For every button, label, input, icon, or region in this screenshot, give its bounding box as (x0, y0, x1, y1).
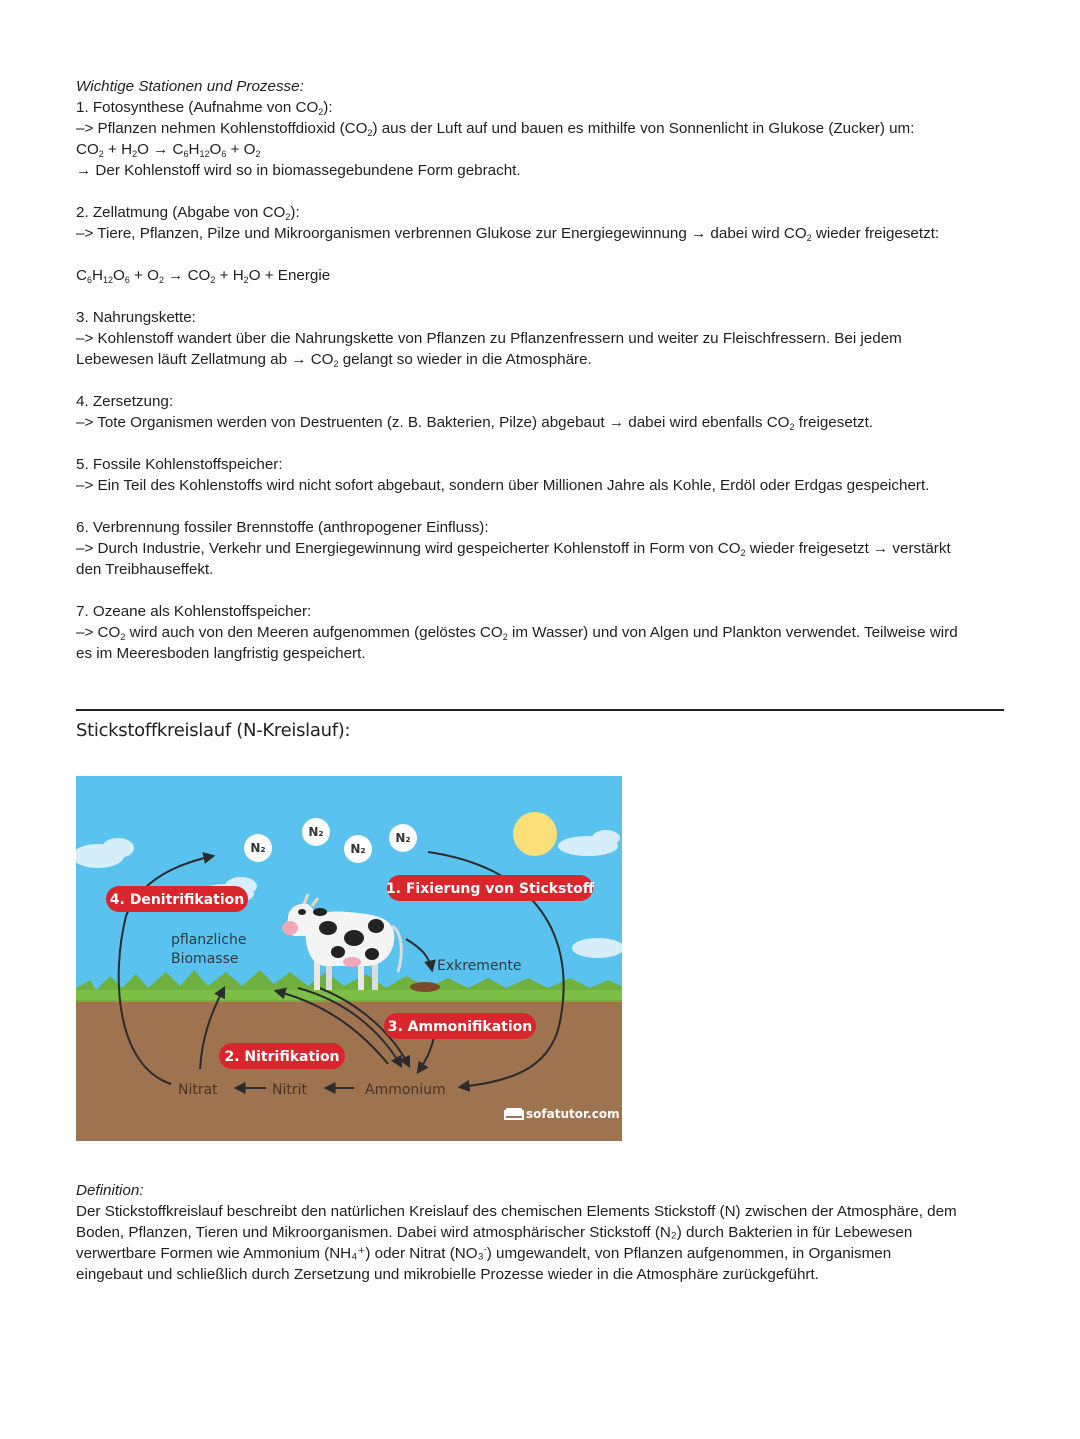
photosynthesis-equation: $CO_2 + H_2O \to C_6H_{12}O_6 + O_2$ (76, 141, 261, 159)
label-nitrate: Nitrat (178, 1082, 218, 1098)
section-divider (76, 709, 1004, 711)
section-4-title: 4. Zersetzung: (76, 393, 174, 410)
label-ammonium: Ammonium (365, 1082, 446, 1098)
n2-label-4: N₂ (395, 831, 411, 845)
definition-line-4: eingebaut und schließlich durch Zersetzung und mikrobielle Prozesse wieder in die Atmosphäre zurückgeführt. (76, 1266, 819, 1283)
nitrogen-cycle-diagram (76, 776, 622, 1141)
section-6-text-2: den Treibhauseffekt. (76, 561, 214, 578)
definition-line-3: verwertbare Formen wie Ammonium (NH₄⁺) oder Nitrat (NO₃-) umgewandelt, von Pflanzen aufgenommen, in Organismen (76, 1243, 892, 1262)
respiration-equation: $C_6H_{12}O_6 + O_2 \to CO_2 + H_2O$ + Energie (76, 267, 331, 285)
excrement-pile (410, 982, 440, 992)
diagram-svg (76, 776, 622, 1141)
definition-block (76, 1180, 1006, 1285)
section-3-text-2: Lebewesen läuft Zellatmung ab → $CO_2$ gelangt so wieder in die Atmosphäre. (76, 351, 592, 369)
label-biomass-1: pflanzliche (171, 932, 247, 948)
sofa-icon (504, 1108, 524, 1120)
label-excrement: Exkremente (437, 958, 522, 974)
section-2-text: –> Tiere, Pflanzen, Pilze und Mikroorganismen verbrennen Glukose zur Energiegewinnung → dabei wird $CO_2$ wieder freigesetzt: (76, 225, 940, 243)
section-6-text-1: –> Durch Industrie, Verkehr und Energiegewinnung wird gespeicherter Kohlenstoff in Form von $CO_2$ wieder freigesetzt → verstärkt (76, 540, 951, 558)
logo-text: sofatutor.com (526, 1107, 620, 1121)
section-7-title: 7. Ozeane als Kohlenstoffspeicher: (76, 603, 312, 620)
section-2-title: 2. Zellatmung (Abgabe von $CO_2$): (76, 204, 300, 222)
section-5-title: 5. Fossile Kohlenstoffspeicher: (76, 456, 283, 473)
label-biomass-2: Biomasse (171, 951, 239, 967)
label-nitrite: Nitrit (272, 1082, 307, 1098)
section-1-title: 1. Fotosynthese (Aufnahme von $CO_2$): (76, 99, 333, 117)
n2-label-3: N₂ (350, 842, 366, 856)
label-nitrifikation: 2. Nitrifikation (224, 1049, 340, 1065)
section-3-text-1: –> Kohlenstoff wandert über die Nahrungskette von Pflanzen zu Pflanzenfressern und weiter zu Fleischfressern. Bei jedem (76, 330, 902, 347)
section-1-result: → Der Kohlenstoff wird so in biomassegebundene Form gebracht. (76, 162, 521, 179)
label-denitrifikation: 4. Denitrifikation (109, 892, 245, 908)
section-7-text-1: –> $CO_2$ wird auch von den Meeren aufgenommen (gelöstes $CO_2$ im Wasser) und von Algen und Plankton verwendet. Teilweise wird (76, 624, 958, 642)
section-1-text: –> Pflanzen nehmen Kohlenstoffdioxid $(CO_2)$ aus der Luft auf und bauen es mithilfe von Sonnenlicht in Glukose (Zucker) um: (76, 120, 915, 138)
section-6-title: 6. Verbrennung fossiler Brennstoffe (anthropogener Einfluss): (76, 519, 489, 536)
n2-label-1: N₂ (250, 841, 266, 855)
section-5-text: –> Ein Teil des Kohlenstoffs wird nicht sofort abgebaut, sondern über Millionen Jahre als Kohle, Erdöl oder Erdgas gespeichert. (76, 477, 930, 494)
label-fixierung: 1. Fixierung von Stickstoff (385, 881, 595, 897)
definition-label: Definition: (76, 1182, 144, 1199)
sofatutor-logo (504, 1107, 620, 1121)
intro-heading: Wichtige Stationen und Prozesse: (76, 78, 304, 95)
carbon-cycle-notes (76, 76, 1006, 664)
section-3-title: 3. Nahrungskette: (76, 309, 196, 326)
definition-line-1: Der Stickstoffkreislauf beschreibt den natürlichen Kreislauf des chemischen Elements Stickstoff (N) zwischen der Atmosphäre, dem (76, 1203, 957, 1220)
sun (513, 812, 557, 856)
section-4-text: –> Tote Organismen werden von Destruenten (z. B. Bakterien, Pilze) abgebaut → dabei wird ebenfalls $CO_2$ freigesetzt. (76, 414, 874, 432)
definition-line-2: Boden, Pflanzen, Tieren und Mikroorganismen. Dabei wird atmosphärischer Stickstoff (N₂) durch Bakterien in für Lebewesen (76, 1224, 913, 1241)
nitrogen-cycle-heading: Stickstoffkreislauf (N-Kreislauf): (76, 720, 351, 741)
label-ammonifikation: 3. Ammonifikation (387, 1019, 533, 1035)
n2-label-2: N₂ (308, 825, 324, 839)
section-7-text-2: es im Meeresboden langfristig gespeichert. (76, 645, 366, 662)
